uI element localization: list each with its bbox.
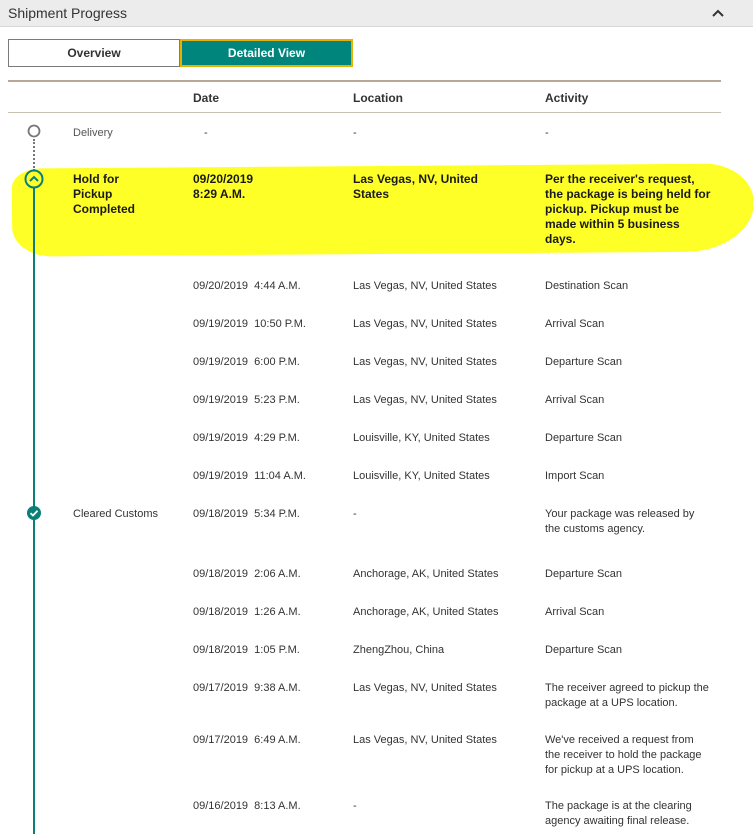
location-cell: Las Vegas, NV, United States bbox=[353, 280, 497, 292]
activity-cell: Arrival Scan bbox=[545, 318, 605, 330]
activity-cell: Destination Scan bbox=[545, 280, 629, 292]
activity-cell: The package is at the clearing agency awaiting final release. bbox=[545, 800, 692, 827]
location-cell: Anchorage, AK, United States bbox=[353, 568, 499, 580]
activity-cell: Departure Scan bbox=[545, 432, 623, 444]
activity-cell: Your package was released by the customs agency. bbox=[545, 508, 695, 535]
date-cell: 09/19/2019 4:29 P.M. bbox=[193, 432, 300, 444]
activity-cell: Departure Scan bbox=[545, 644, 623, 656]
activity-cell: - bbox=[545, 127, 549, 139]
timeline-pending-segment bbox=[33, 139, 35, 171]
location-cell: - bbox=[353, 508, 357, 520]
location-cell: Anchorage, AK, United States bbox=[353, 606, 499, 618]
location-cell: Las Vegas, NV, United States bbox=[353, 172, 478, 201]
location-cell: Las Vegas, NV, United States bbox=[353, 318, 497, 330]
chevron-up-icon[interactable] bbox=[711, 6, 725, 20]
activity-cell: Arrival Scan bbox=[545, 606, 605, 618]
panel-title: Shipment Progress bbox=[8, 5, 128, 21]
check-circle-icon bbox=[26, 505, 42, 521]
activity-cell: Import Scan bbox=[545, 470, 605, 482]
column-header-location: Location bbox=[353, 91, 403, 105]
date-cell: 09/19/2019 11:04 A.M. bbox=[193, 470, 306, 482]
view-toggle bbox=[8, 39, 353, 67]
detailed-view-tab[interactable]: Detailed View bbox=[180, 39, 353, 67]
overview-tab[interactable]: Overview bbox=[8, 39, 180, 67]
date-cell: 09/18/2019 2:06 A.M. bbox=[193, 568, 301, 580]
status-label: Delivery bbox=[73, 127, 113, 139]
location-cell: Louisville, KY, United States bbox=[353, 432, 490, 444]
date-cell: 09/16/2019 8:13 A.M. bbox=[193, 800, 301, 812]
header-divider bbox=[8, 112, 721, 113]
column-header-date: Date bbox=[193, 91, 220, 105]
location-cell: Louisville, KY, United States bbox=[353, 470, 490, 482]
empty-circle-icon bbox=[27, 124, 41, 138]
divider bbox=[8, 80, 721, 82]
location-cell: Las Vegas, NV, United States bbox=[353, 356, 497, 368]
status-label: Hold for Pickup Completed bbox=[73, 172, 136, 216]
date-cell: 09/18/2019 1:26 A.M. bbox=[193, 606, 301, 618]
panel-header bbox=[0, 0, 753, 27]
date-cell: 09/19/2019 10:50 P.M. bbox=[193, 318, 306, 330]
date-cell: - bbox=[204, 127, 208, 139]
chevron-circle-icon bbox=[24, 169, 44, 189]
date-cell: 09/18/2019 5:34 P.M. bbox=[193, 508, 300, 520]
date-cell: 09/17/2019 6:49 A.M. bbox=[193, 734, 301, 746]
date-cell: 09/20/2019 4:44 A.M. bbox=[193, 280, 301, 292]
activity-cell: Per the receiver's request, the package is being held for pickup. Pickup must be made within 5 business days. bbox=[545, 172, 711, 246]
date-cell: 09/18/2019 1:05 P.M. bbox=[193, 644, 300, 656]
location-cell: Las Vegas, NV, United States bbox=[353, 394, 497, 406]
location-cell: ZhengZhou, China bbox=[353, 644, 445, 656]
activity-cell: Departure Scan bbox=[545, 568, 623, 580]
date-cell: 09/17/2019 9:38 A.M. bbox=[193, 682, 301, 694]
location-cell: - bbox=[353, 127, 357, 139]
location-cell: - bbox=[353, 800, 357, 812]
activity-cell: The receiver agreed to pickup the package at a UPS location. bbox=[545, 682, 709, 709]
location-cell: Las Vegas, NV, United States bbox=[353, 682, 497, 694]
location-cell: Las Vegas, NV, United States bbox=[353, 734, 497, 746]
date-cell: 09/19/2019 5:23 P.M. bbox=[193, 394, 300, 406]
activity-cell: Arrival Scan bbox=[545, 394, 605, 406]
date-cell: 09/20/2019 8:29 A.M. bbox=[193, 172, 254, 201]
date-cell: 09/19/2019 6:00 P.M. bbox=[193, 356, 300, 368]
column-header-activity: Activity bbox=[545, 91, 589, 105]
activity-cell: We've received a request from the receiver to hold the package for pickup at a UPS location. bbox=[545, 734, 702, 776]
status-label: Cleared Customs bbox=[73, 508, 158, 520]
activity-cell: Departure Scan bbox=[545, 356, 623, 368]
